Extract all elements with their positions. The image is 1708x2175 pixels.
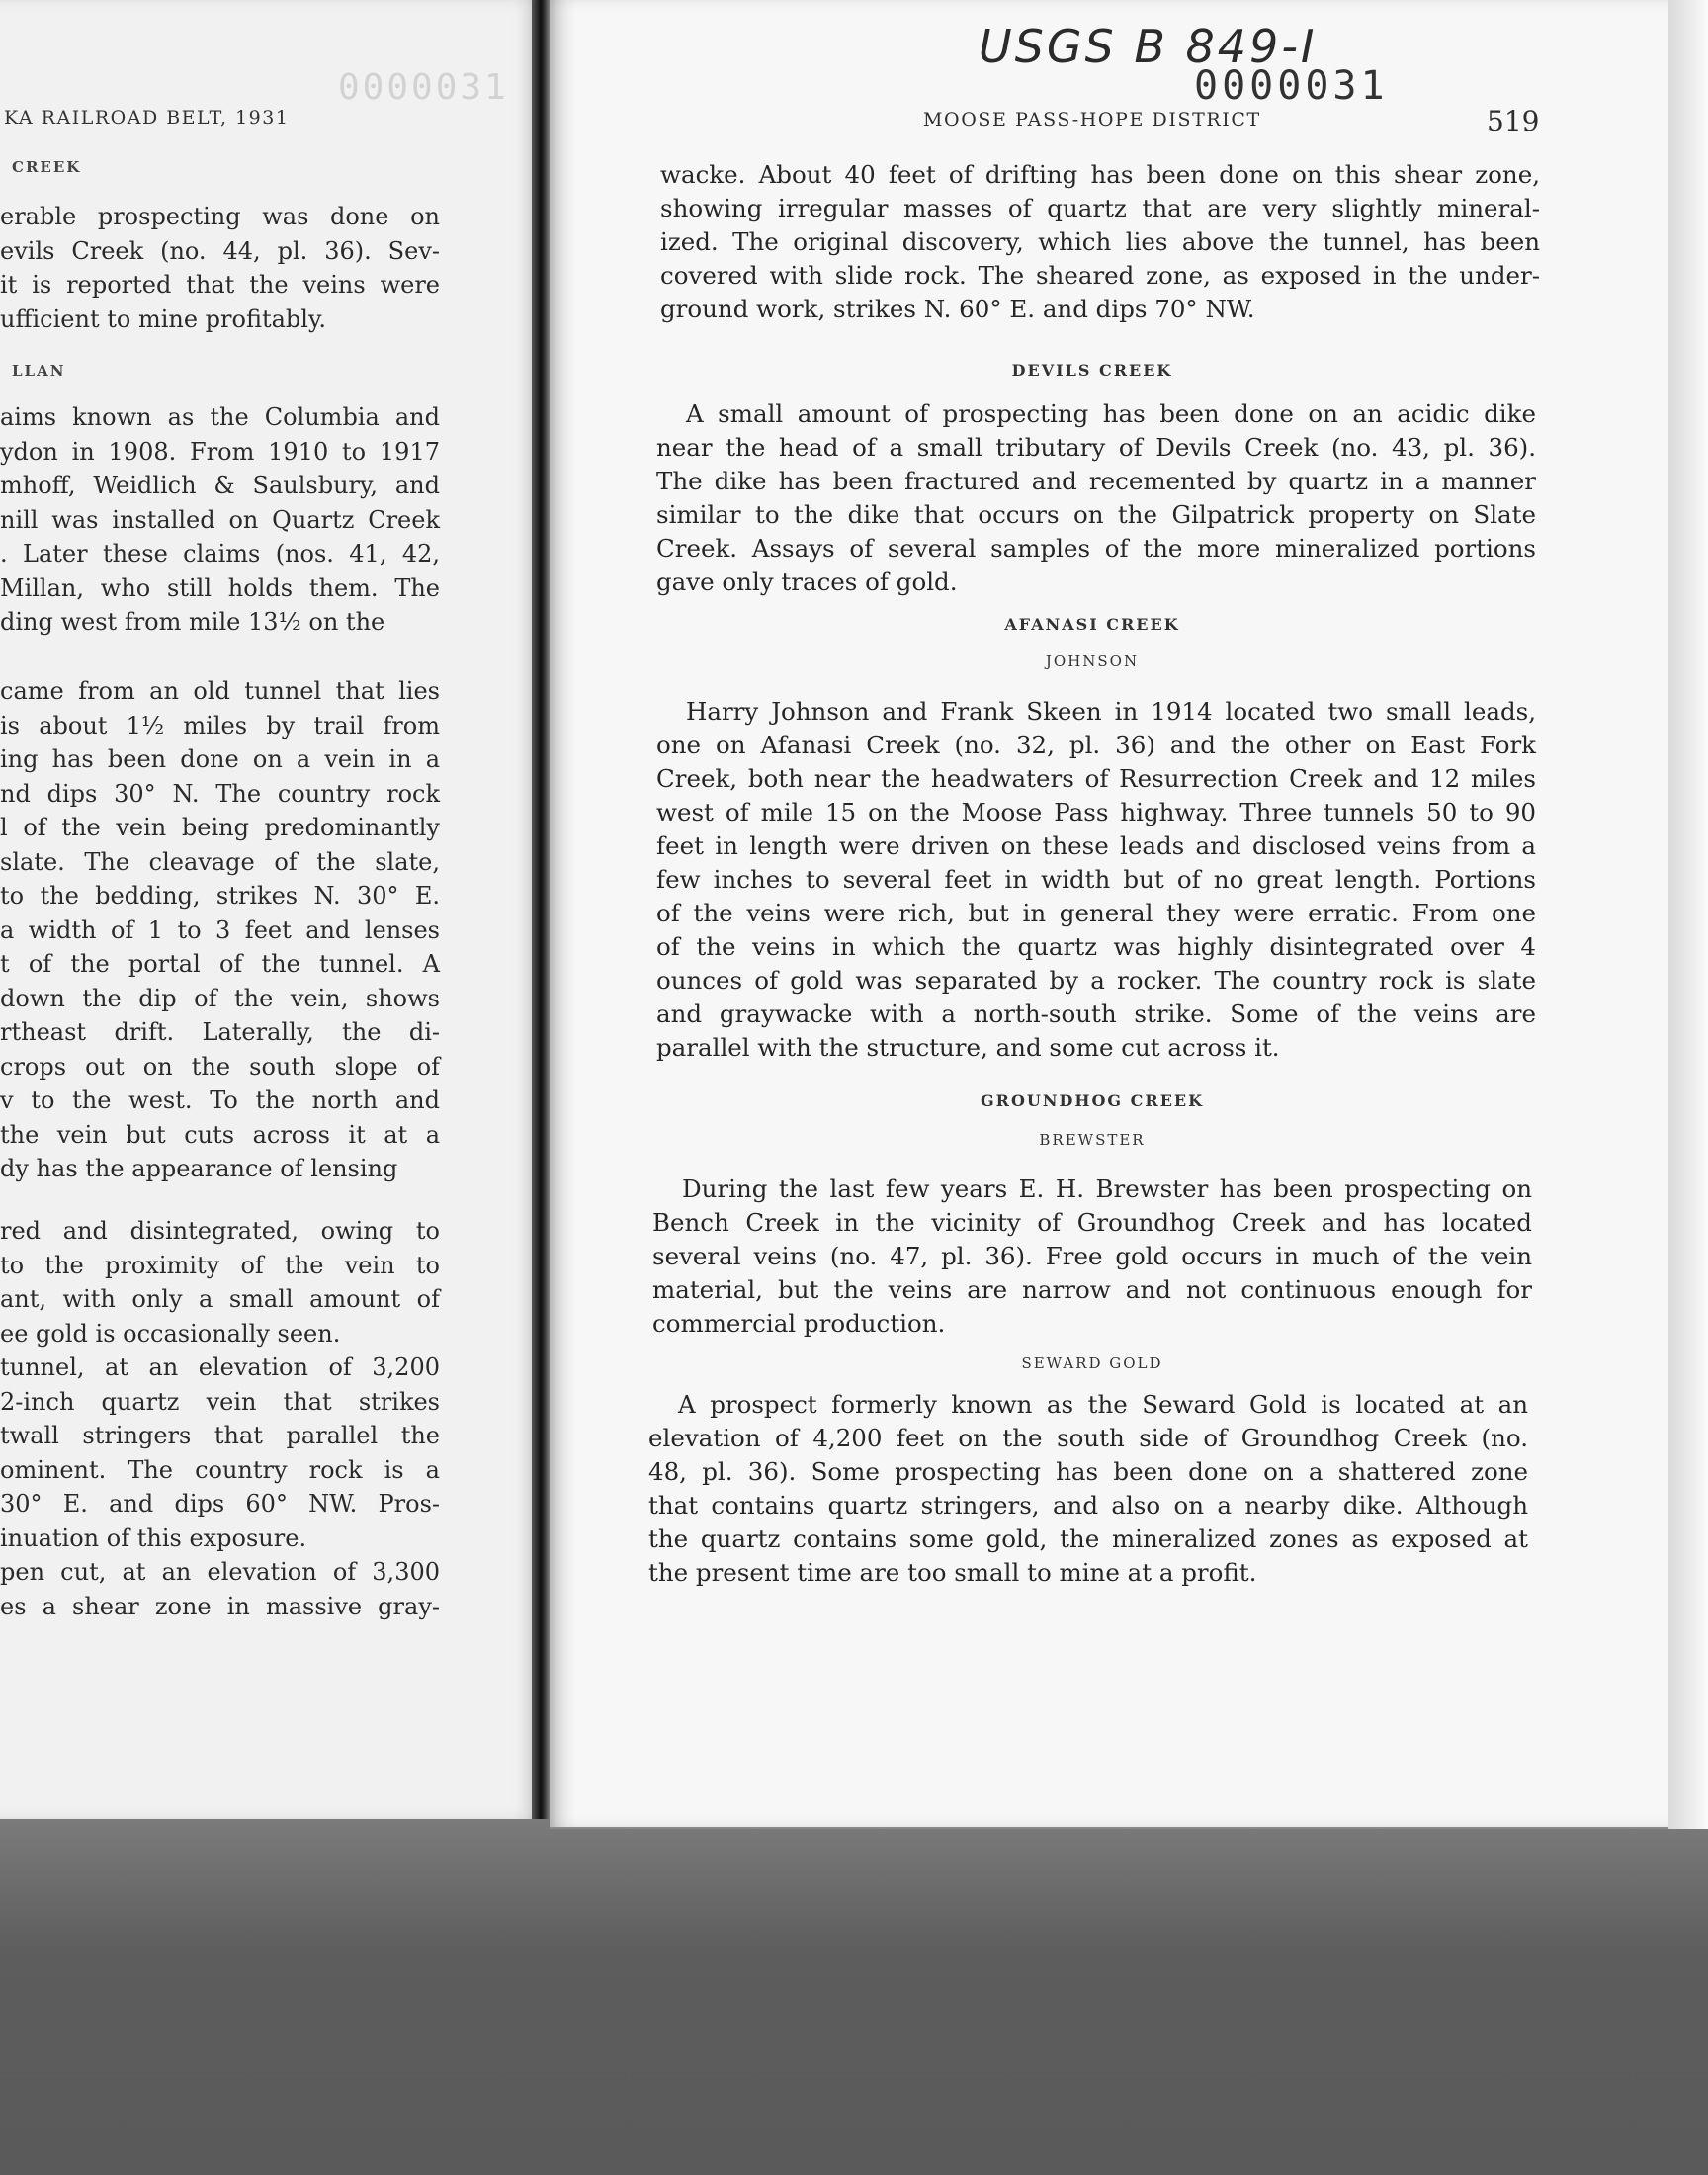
body-text-line: that contains quartz stringers, and also on a nearby dike. Although <box>648 1491 1528 1520</box>
body-text-line: few inches to several feet in width but of no great length. Portions <box>656 865 1536 894</box>
left-text-line: mhoff, Weidlich & Saulsbury, and <box>0 472 440 499</box>
body-text-line: The dike has been fractured and recemented by quartz in a manner <box>656 467 1536 495</box>
left-text-line: down the dip of the vein, shows <box>0 984 440 1012</box>
body-text-line: Creek, both near the headwaters of Resurrection Creek and 12 miles <box>656 764 1536 793</box>
left-text-line: ee gold is occasionally seen. <box>0 1319 341 1348</box>
left-text-line: evils Creek (no. 44, pl. 36). Sev- <box>0 236 440 265</box>
body-text-line: Bench Creek in the vicinity of Groundhog Creek and has located <box>652 1208 1532 1237</box>
left-text-line: red and disintegrated, owing to <box>0 1217 440 1245</box>
body-text-line: elevation of 4,200 feet on the south side of Groundhog Creek (no. <box>648 1424 1528 1452</box>
body-text-line: During the last few years E. H. Brewster has been prospecting on <box>682 1174 1532 1203</box>
page-edge <box>1668 0 1708 1829</box>
left-text-line: crops out on the south slope of <box>0 1052 440 1081</box>
body-text-line: the present time are too small to mine at a profit. <box>648 1558 1257 1587</box>
body-text-line: parallel with the structure, and some cut across it. <box>656 1033 1280 1062</box>
left-text-line: tunnel, at an elevation of 3,200 <box>0 1353 440 1381</box>
left-text-line: nill was installed on Quartz Creek <box>0 505 440 534</box>
section-heading-afanasi-creek: AFANASI CREEK <box>1004 615 1180 634</box>
body-text-line: ounces of gold was separated by a rocker. The country rock is slate <box>656 966 1536 995</box>
left-section-heading: CREEK <box>12 158 82 176</box>
running-head: MOOSE PASS-HOPE DISTRICT <box>923 109 1261 130</box>
body-text-line: west of mile 15 on the Moose Pass highway. Three tunnels 50 to 90 <box>656 798 1536 826</box>
body-text-line: one on Afanasi Creek (no. 32, pl. 36) and the other on East Fork <box>656 731 1536 759</box>
book-gutter <box>532 0 552 1819</box>
body-text-line: and graywacke with a north-south strike. Some of the veins are <box>656 1000 1536 1028</box>
body-text-line: showing irregular masses of quartz that are very slightly mineral- <box>660 194 1540 222</box>
body-text-line: covered with slide rock. The sheared zone, as exposed in the under- <box>660 261 1540 290</box>
left-text-line: slate. The cleavage of the slate, <box>0 847 440 876</box>
left-text-line: erable prospecting was done on <box>0 203 440 230</box>
left-text-line: . Later these claims (nos. 41, 42, <box>0 540 440 567</box>
body-text-line: near the head of a small tributary of Devils Creek (no. 43, pl. 36). <box>656 433 1536 462</box>
page-number: 519 <box>1487 105 1540 137</box>
body-text-line: wacke. About 40 feet of drifting has been done on this shear zone, <box>660 160 1540 189</box>
subheading-johnson: JOHNSON <box>1045 652 1140 670</box>
left-text-line: v to the west. To the north and <box>0 1087 440 1114</box>
body-text-line: A prospect formerly known as the Seward Gold is located at an <box>678 1390 1528 1419</box>
body-text-line: similar to the dike that occurs on the Gilpatrick property on Slate <box>656 500 1536 529</box>
left-text-line: nd dips 30° N. The country rock <box>0 779 440 808</box>
left-text-line: 30° E. and dips 60° NW. Pros- <box>0 1490 440 1518</box>
faint-stamp-bleed: 0000031 <box>338 67 509 108</box>
left-text-line: the vein but cuts across it at a <box>0 1120 440 1149</box>
section-heading-devils-creek: DEVILS CREEK <box>1011 361 1173 380</box>
left-text-line: 2-inch quartz vein that strikes <box>0 1387 440 1416</box>
left-text-line: dy has the appearance of lensing <box>0 1155 398 1182</box>
left-text-line: it is reported that the veins were <box>0 271 440 299</box>
left-text-line: came from an old tunnel that lies <box>0 677 440 705</box>
left-text-line: ing has been done on a vein in a <box>0 745 440 773</box>
left-text-line: Millan, who still holds them. The <box>0 573 440 602</box>
left-text-line: aims known as the Columbia and <box>0 403 440 431</box>
left-text-line: to the proximity of the vein to <box>0 1251 440 1279</box>
subheading-seward-gold: SEWARD GOLD <box>1021 1354 1163 1372</box>
body-text-line: the quartz contains some gold, the mineralized zones as exposed at <box>648 1524 1528 1553</box>
left-page <box>0 0 543 1819</box>
body-text-line: ground work, strikes N. 60° E. and dips 70° NW. <box>660 295 1255 323</box>
left-text-line: twall stringers that parallel the <box>0 1422 440 1449</box>
body-text-line: of the veins in which the quartz was highly disintegrated over 4 <box>656 932 1536 961</box>
left-text-line: l of the vein being predominantly <box>0 814 440 841</box>
body-text-line: Creek. Assays of several samples of the more mineralized portions <box>656 534 1536 563</box>
left-text-line: inuation of this exposure. <box>0 1523 307 1552</box>
body-text-line: several veins (no. 47, pl. 36). Free gold occurs in much of the vein <box>652 1242 1532 1270</box>
left-text-line: is about 1½ miles by trail from <box>0 711 440 740</box>
body-text-line: A small amount of prospecting has been done on an acidic dike <box>686 399 1536 428</box>
handwritten-catalog-id: USGS B 849-I <box>979 20 1318 73</box>
body-text-line: feet in length were driven on these leads and disclosed veins from a <box>656 831 1536 860</box>
body-text-line: 48, pl. 36). Some prospecting has been done on a shattered zone <box>648 1457 1528 1486</box>
body-text-line: gave only traces of gold. <box>656 567 958 596</box>
left-text-line: ant, with only a small amount of <box>0 1285 440 1313</box>
left-text-line: ding west from mile 13½ on the <box>0 608 385 636</box>
left-text-line: pen cut, at an elevation of 3,300 <box>0 1558 440 1586</box>
body-text-line: commercial production. <box>652 1309 946 1338</box>
stamped-number: 0000031 <box>1194 63 1389 109</box>
body-text-line: material, but the veins are narrow and not continuous enough for <box>652 1275 1532 1304</box>
subheading-brewster: BREWSTER <box>1039 1131 1146 1149</box>
left-text-line: to the bedding, strikes N. 30° E. <box>0 882 440 910</box>
body-text-line: of the veins were rich, but in general they were erratic. From one <box>656 899 1536 927</box>
body-text-line: ized. The original discovery, which lies above the tunnel, has been <box>660 227 1540 256</box>
left-text-line: es a shear zone in massive gray- <box>0 1592 440 1620</box>
left-running-head: KA RAILROAD BELT, 1931 <box>4 107 290 129</box>
left-text-line: ydon in 1908. From 1910 to 1917 <box>0 437 440 466</box>
left-text-line: a width of 1 to 3 feet and lenses <box>0 915 440 944</box>
body-text-line: Harry Johnson and Frank Skeen in 1914 located two small leads, <box>686 697 1536 726</box>
left-text-line: t of the portal of the tunnel. A <box>0 950 440 978</box>
left-subheading: LLAN <box>12 362 66 380</box>
section-heading-groundhog-creek: GROUNDHOG CREEK <box>981 1091 1204 1110</box>
left-text-line: rtheast drift. Laterally, the di- <box>0 1018 440 1046</box>
scanner-shadow <box>0 1809 1708 2175</box>
left-text-line: ufficient to mine profitably. <box>0 304 326 333</box>
left-text-line: ominent. The country rock is a <box>0 1455 440 1484</box>
